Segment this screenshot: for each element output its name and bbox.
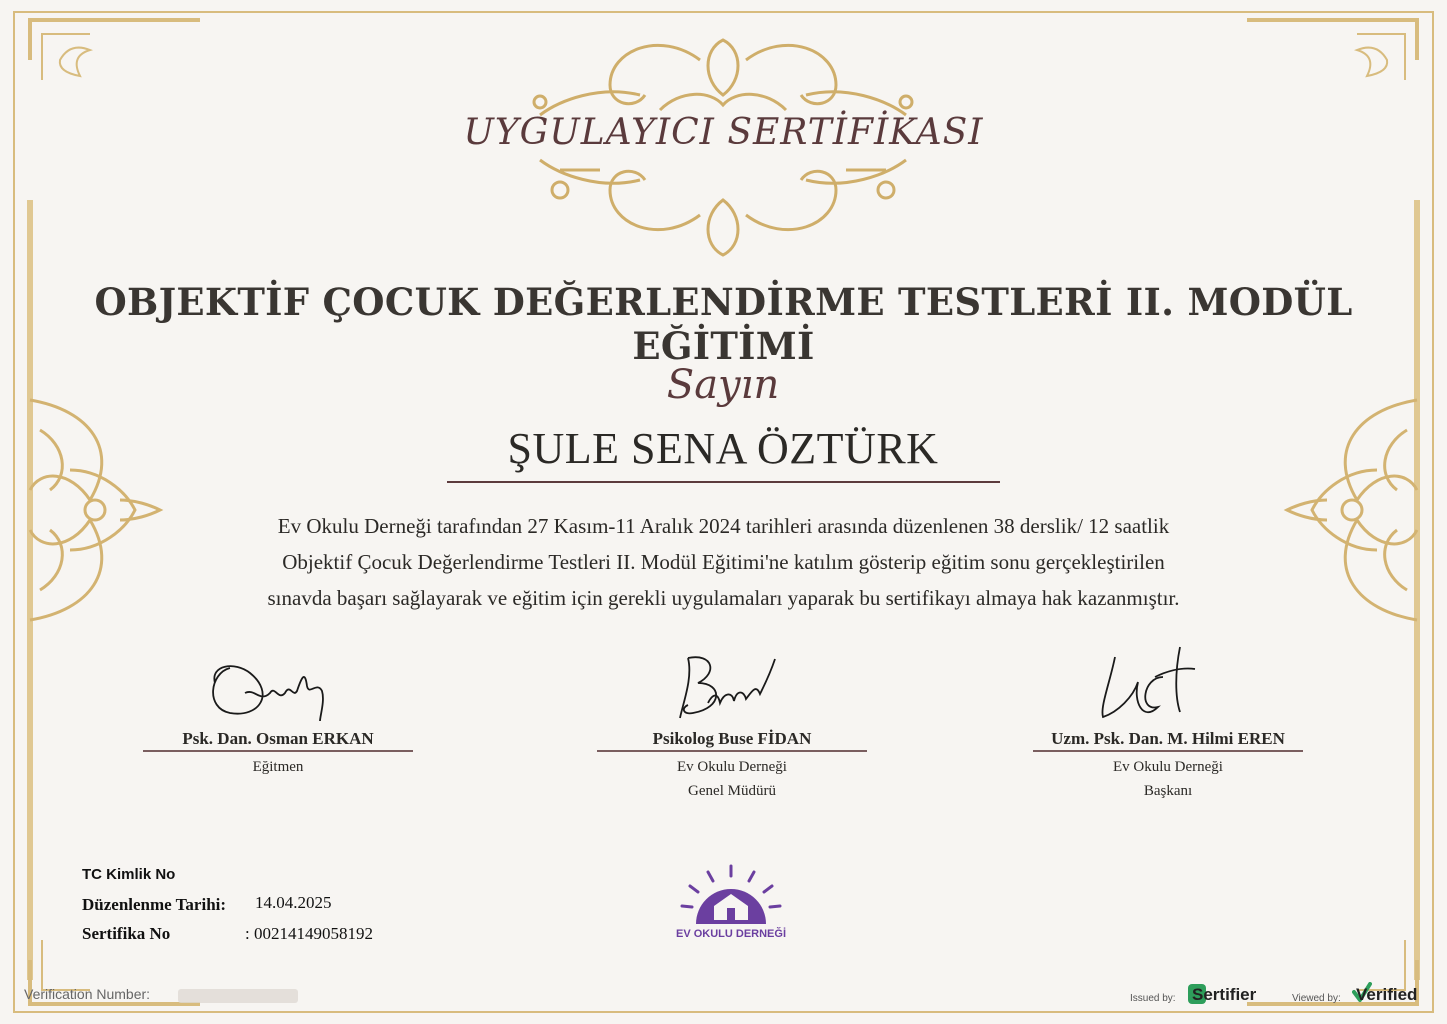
signatory-3: [1033, 728, 1303, 803]
signatory-2: [597, 728, 867, 803]
signatory-name: Psikolog Buse FİDAN: [652, 729, 812, 748]
issuer-brand: Sertifier: [1192, 985, 1257, 1004]
cert-no-label: Sertifika No: [82, 924, 171, 943]
signature-line: [597, 750, 867, 752]
body-line: sınavda başarı sağlayarak ve eğitim için gerekli uygulamaları yaparak bu sertifikayı almaya hak kazanmıştır.: [267, 586, 1180, 610]
signature-line: [143, 750, 413, 752]
cert-no-value: : 00214149058192: [245, 924, 373, 943]
signatory-role: Genel Müdürü: [688, 783, 776, 799]
signatory-role: Ev Okulu Derneği: [677, 759, 787, 775]
course-title: OBJEKTİF ÇOCUK DEĞERLENDİRME TESTLERİ II. MODÜL EĞİTİMİ: [94, 280, 1353, 368]
signatory-role: Başkanı: [1143, 783, 1193, 799]
signatory-role: Ev Okulu Derneği: [1113, 759, 1223, 775]
certificate-type-title: UYGULAYICI SERTİFİKASI: [463, 112, 984, 153]
signatory-1: [143, 728, 413, 779]
recipient-underline: [447, 481, 1000, 483]
viewer-brand: Verified: [1356, 985, 1418, 1004]
logo-text: EV OKULU DERNEĞİ: [675, 928, 786, 940]
signature-osman-erkan: [200, 648, 340, 733]
signature-buse-fidan: [668, 648, 798, 728]
recipient-name: ŞULE SENA ÖZTÜRK: [507, 424, 939, 473]
verification-number-redacted: [178, 989, 298, 1003]
viewed-by-label: Viewed by:: [1292, 993, 1341, 1004]
issued-by-label: Issued by:: [1130, 993, 1176, 1004]
certificate-body: [150, 508, 1297, 616]
verification-label: Verification Number:: [24, 986, 151, 1002]
signature-line: [1033, 750, 1303, 752]
date-label: Düzenlenme Tarihi:: [82, 895, 227, 914]
date-value: 14.04.2025: [255, 893, 332, 912]
signatory-role: Eğitmen: [252, 759, 304, 775]
body-line: Objektif Çocuk Değerlendirme Testleri II. Modül Eğitimi'ne katılım gösterip eğitim sonu gerçekleştirilen: [282, 550, 1165, 574]
tc-label: TC Kimlik No: [82, 866, 176, 883]
body-line: Ev Okulu Derneği tarafından 27 Kasım-11 Aralık 2024 tarihleri arasında düzenlenen 38 derslik/ 12 saatlik: [277, 514, 1170, 538]
ev-okulu-logo-icon: [676, 862, 786, 928]
signature-hilmi-eren: [1095, 642, 1215, 727]
salutation: Sayın: [666, 362, 780, 408]
signatory-name: Uzm. Psk. Dan. M. Hilmi EREN: [1051, 729, 1285, 748]
signatory-name: Psk. Dan. Osman ERKAN: [182, 729, 374, 748]
